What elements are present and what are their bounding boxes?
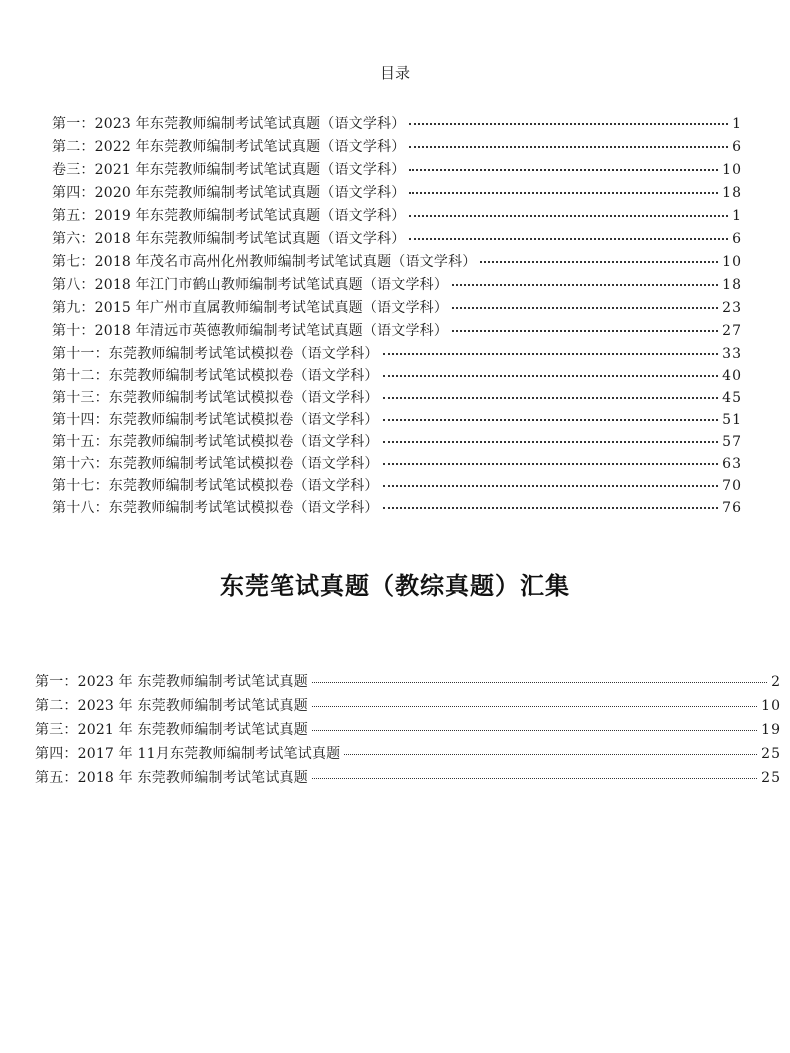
dot-leader [383, 397, 719, 399]
toc-entry-page: 10 [722, 162, 742, 178]
toc-entry-page: 33 [722, 346, 742, 362]
toc-entry-page: 18 [722, 277, 742, 293]
dot-leader [383, 441, 719, 443]
toc-entry-page: 18 [722, 185, 742, 201]
toc-entry[interactable] [52, 113, 742, 136]
toc-entry-page: 40 [722, 368, 742, 384]
dot-leader [383, 485, 719, 487]
dot-leader [452, 284, 718, 286]
toc-title: 目录 [379, 64, 410, 82]
toc-entry-page: 76 [722, 500, 742, 516]
toc-entry-label: 第十三：东莞教师编制考试笔试模拟卷（语文学科） [52, 390, 379, 406]
dot-leader [452, 307, 718, 309]
dot-leader [452, 330, 718, 332]
toc-entry-label: 第一：2023 年东莞教师编制考试笔试真题（语文学科） [52, 116, 406, 132]
toc-entry-page: 45 [722, 390, 742, 406]
dot-leader [480, 261, 718, 263]
section-entry-label: 第一：2023 年 东莞教师编制考试笔试真题 [35, 674, 308, 690]
toc-entry-label: 第十一：东莞教师编制考试笔试模拟卷（语文学科） [52, 346, 379, 362]
section-entry-label: 第四：2017 年 11月东莞教师编制考试笔试真题 [35, 746, 341, 762]
dot-leader [409, 169, 718, 171]
toc-entry-label: 第八：2018 年江门市鹤山教师编制考试笔试真题（语文学科） [52, 277, 449, 293]
toc-entry[interactable] [52, 205, 742, 228]
toc-list [52, 113, 742, 519]
toc-entry[interactable] [52, 320, 742, 343]
toc-entry-label: 第七：2018 年茂名市高州化州教师编制考试笔试真题（语文学科） [52, 254, 477, 270]
toc-entry[interactable] [52, 297, 742, 320]
section-toc-list [35, 671, 781, 791]
section-entry-label: 第二：2023 年 东莞教师编制考试笔试真题 [35, 698, 308, 714]
dot-leader [383, 375, 719, 377]
dot-leader [383, 463, 719, 465]
toc-entry-page: 70 [722, 478, 742, 494]
dot-leader [409, 146, 728, 148]
section-entry-page: 25 [761, 746, 781, 762]
dot-leader [344, 754, 757, 755]
toc-entry[interactable] [52, 453, 742, 475]
section-entry-label: 第三：2021 年 东莞教师编制考试笔试真题 [35, 722, 308, 738]
toc-entry-page: 63 [722, 456, 742, 472]
toc-entry-label: 第十七：东莞教师编制考试笔试模拟卷（语文学科） [52, 478, 379, 494]
section-entry-page: 25 [761, 770, 781, 786]
toc-entry-page: 23 [722, 300, 742, 316]
dot-leader [312, 778, 757, 779]
toc-entry-page: 10 [722, 254, 742, 270]
section-toc-entry[interactable] [35, 695, 781, 719]
toc-entry[interactable] [52, 431, 742, 453]
toc-entry-label: 第六：2018 年东莞教师编制考试笔试真题（语文学科） [52, 231, 406, 247]
toc-entry-label: 第五：2019 年东莞教师编制考试笔试真题（语文学科） [52, 208, 406, 224]
toc-entry[interactable] [52, 387, 742, 409]
toc-entry-page: 1 [732, 116, 742, 132]
toc-entry-label: 第十：2018 年清远市英德教师编制考试笔试真题（语文学科） [52, 323, 449, 339]
toc-entry-page: 6 [732, 231, 742, 247]
toc-entry-label: 第二：2022 年东莞教师编制考试笔试真题（语文学科） [52, 139, 406, 155]
section-entry-page: 19 [761, 722, 781, 738]
toc-entry-label: 第九：2015 年广州市直属教师编制考试笔试真题（语文学科） [52, 300, 449, 316]
section-entry-label: 第五：2018 年 东莞教师编制考试笔试真题 [35, 770, 308, 786]
section-title: 东莞笔试真题（教综真题）汇集 [220, 572, 570, 600]
toc-entry-page: 6 [732, 139, 742, 155]
toc-entry-page: 1 [732, 208, 742, 224]
dot-leader [312, 706, 757, 707]
dot-leader [383, 353, 719, 355]
dot-leader [409, 123, 728, 125]
toc-entry-label: 第十八：东莞教师编制考试笔试模拟卷（语文学科） [52, 500, 379, 516]
dot-leader [383, 419, 719, 421]
toc-entry[interactable] [52, 409, 742, 431]
toc-entry[interactable] [52, 497, 742, 519]
toc-entry[interactable] [52, 365, 742, 387]
section-toc-entry[interactable] [35, 671, 781, 695]
toc-entry-label: 第四：2020 年东莞教师编制考试笔试真题（语文学科） [52, 185, 406, 201]
dot-leader [312, 730, 757, 731]
toc-entry-page: 57 [722, 434, 742, 450]
toc-entry[interactable] [52, 182, 742, 205]
dot-leader [409, 238, 728, 240]
toc-entry[interactable] [52, 159, 742, 182]
toc-entry[interactable] [52, 136, 742, 159]
dot-leader [409, 192, 718, 194]
toc-entry[interactable] [52, 251, 742, 274]
section-toc-entry[interactable] [35, 719, 781, 743]
toc-entry-label: 第十六：东莞教师编制考试笔试模拟卷（语文学科） [52, 456, 379, 472]
toc-entry[interactable] [52, 228, 742, 251]
toc-entry-page: 51 [722, 412, 742, 428]
toc-entry[interactable] [52, 475, 742, 497]
toc-entry[interactable] [52, 274, 742, 297]
toc-entry-label: 第十二：东莞教师编制考试笔试模拟卷（语文学科） [52, 368, 379, 384]
section-toc-entry[interactable] [35, 743, 781, 767]
toc-entry-page: 27 [722, 323, 742, 339]
section-toc-entry[interactable] [35, 767, 781, 791]
dot-leader [312, 682, 767, 683]
dot-leader [383, 507, 719, 509]
toc-entry[interactable] [52, 343, 742, 365]
section-entry-page: 2 [771, 674, 781, 690]
toc-entry-label: 第十五：东莞教师编制考试笔试模拟卷（语文学科） [52, 434, 379, 450]
toc-entry-label: 第十四：东莞教师编制考试笔试模拟卷（语文学科） [52, 412, 379, 428]
dot-leader [409, 215, 728, 217]
toc-entry-label: 卷三：2021 年东莞教师编制考试笔试真题（语文学科） [52, 162, 406, 178]
section-entry-page: 10 [761, 698, 781, 714]
